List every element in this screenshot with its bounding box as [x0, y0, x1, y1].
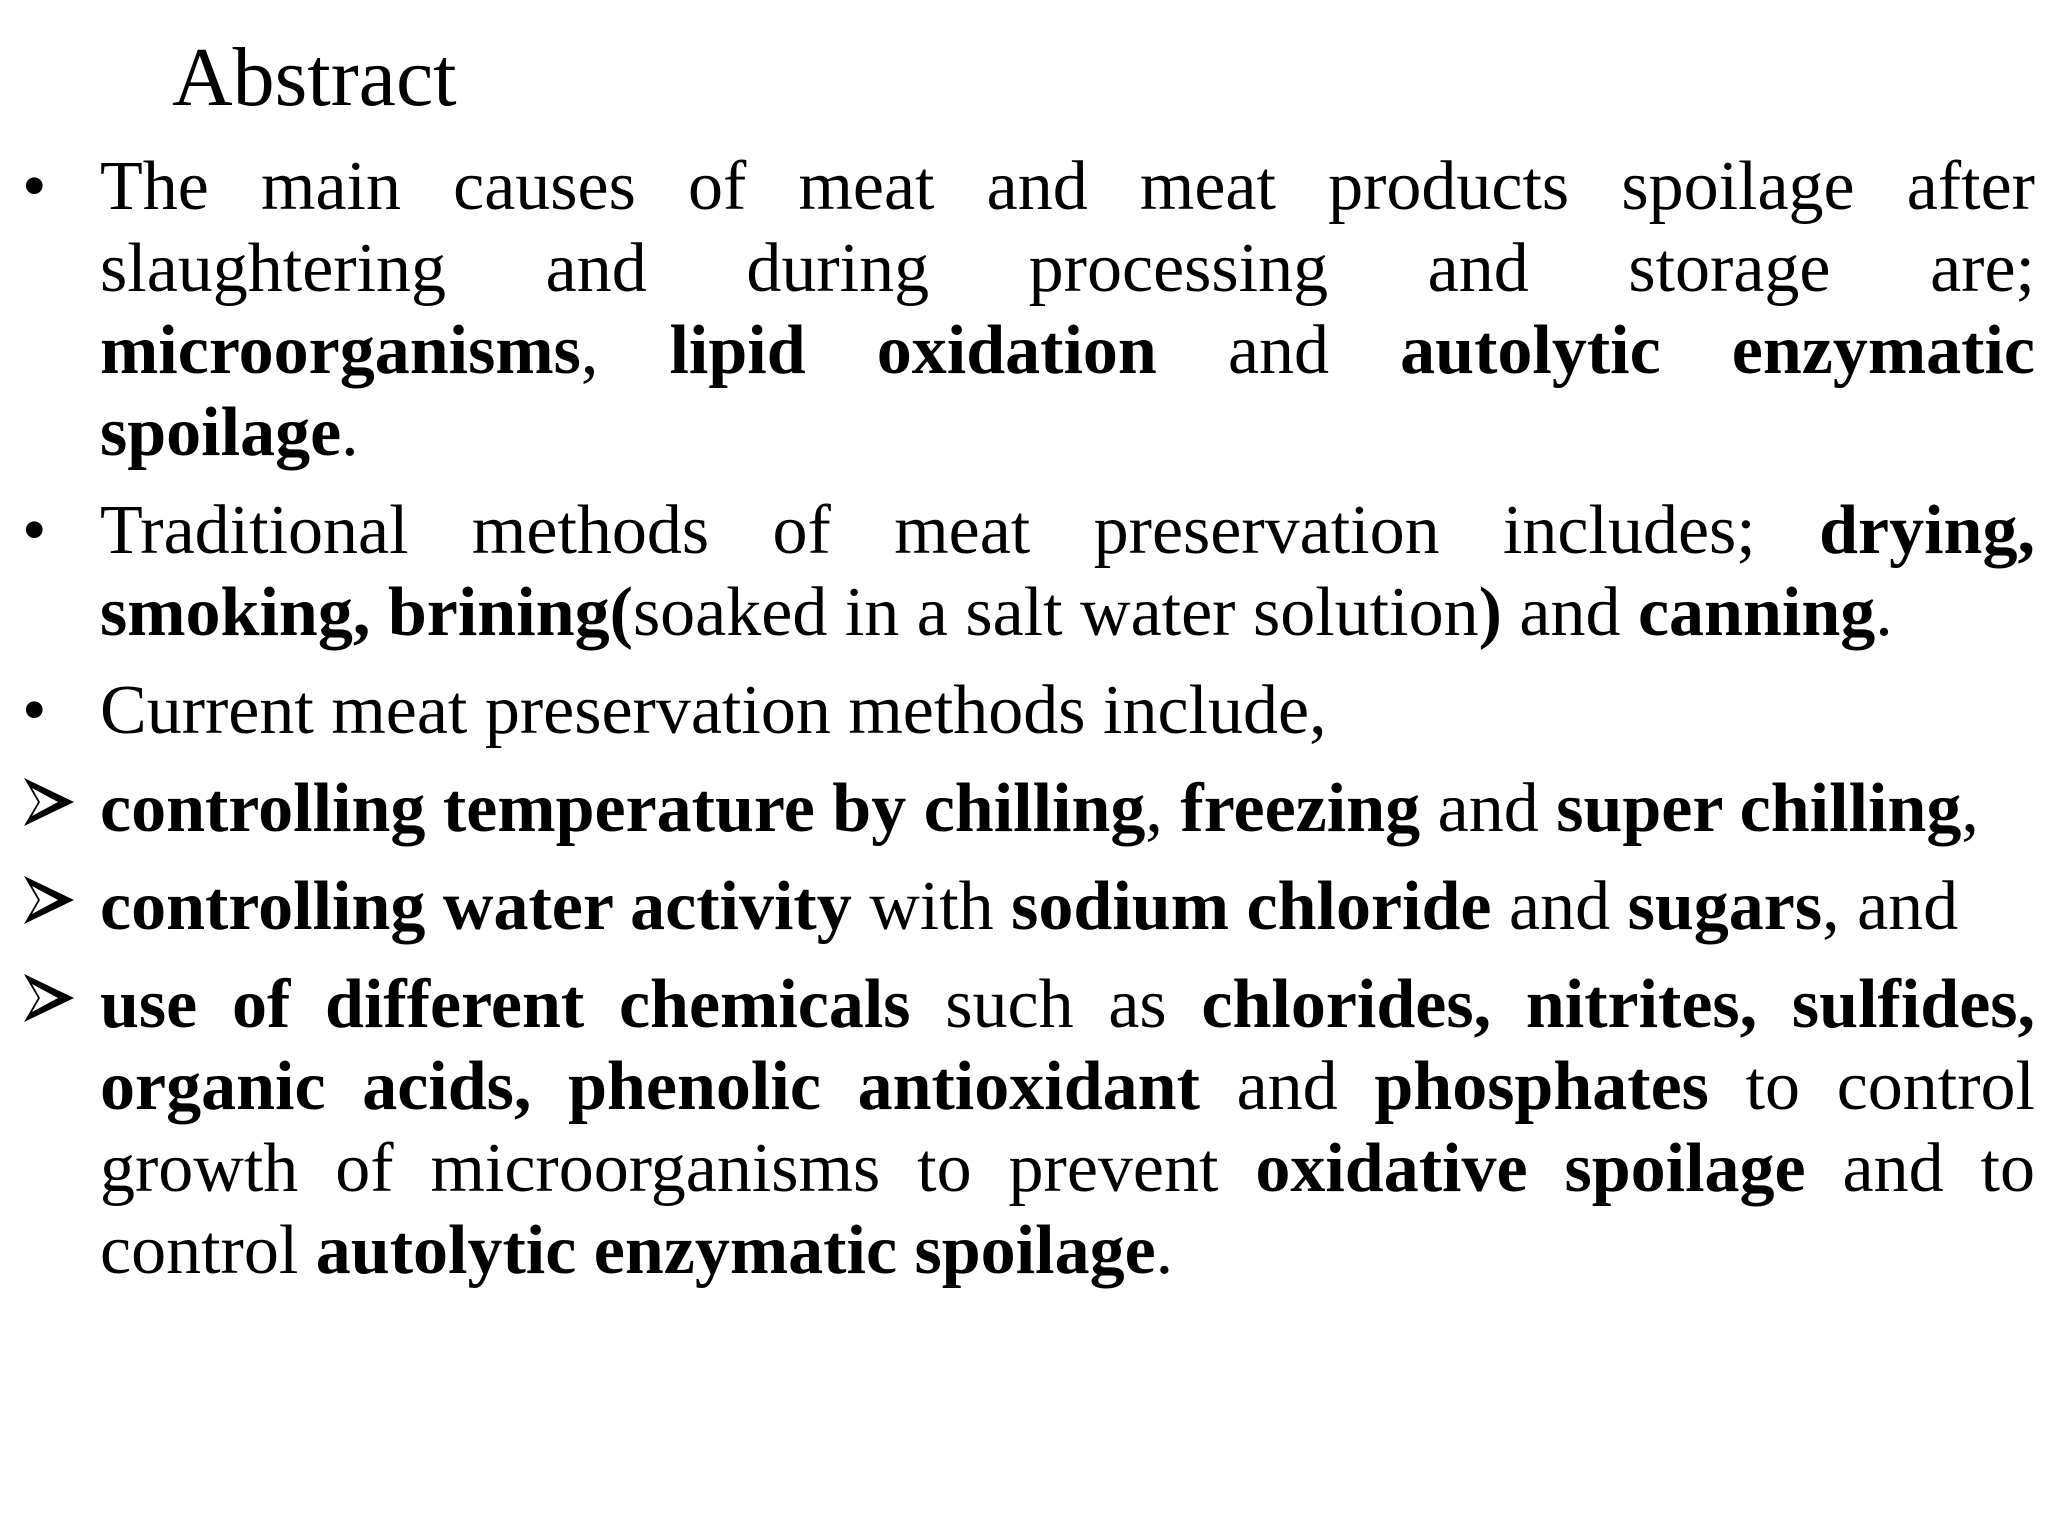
arrowhead-bullet-icon — [22, 870, 82, 930]
body-text: to control growth of microorganisms to prevent — [100, 1048, 2036, 1207]
body-text: , — [580, 312, 670, 389]
emphasized-text: autolytic enzymatic spoilage — [100, 312, 2036, 471]
emphasized-text: autolytic enzymatic spoilage — [315, 1212, 1156, 1289]
body-text: . — [1155, 1212, 1174, 1289]
body-text: with — [851, 868, 1012, 945]
bullet-icon: • — [22, 492, 47, 569]
bullet-icon: • — [22, 672, 47, 749]
emphasized-text: controlling temperature by chilling — [100, 770, 1146, 847]
sub-list-item — [0, 866, 2035, 948]
arrowhead-bullet-icon — [22, 968, 82, 1028]
body-text: The main causes of meat and meat products spoilage after slaughtering and during processing and storage are; — [100, 148, 2035, 307]
body-text: . — [341, 394, 359, 471]
emphasized-text: microorganisms — [100, 312, 581, 389]
emphasized-text: lipid oxidation — [669, 312, 1157, 389]
body-text: and to control — [100, 1130, 2035, 1289]
body-text: and — [1156, 312, 1401, 389]
emphasized-text: sugars — [1627, 868, 1823, 945]
emphasized-text: freezing — [1180, 770, 1421, 847]
bullet-list — [0, 146, 2048, 1308]
emphasized-text: super chilling — [1556, 770, 1962, 847]
slide-title: Abstract — [172, 31, 457, 124]
body-text: , — [1145, 770, 1181, 847]
emphasized-text: sodium chloride — [1011, 868, 1492, 945]
arrowhead-bullet-icon — [22, 772, 82, 832]
list-item — [0, 490, 2035, 654]
emphasized-text: canning — [1637, 574, 1876, 651]
body-text: and — [1199, 1048, 1375, 1125]
sub-list-item — [0, 964, 2035, 1292]
emphasized-text: ) — [1478, 574, 1502, 651]
emphasized-text: oxidative spoilage — [1255, 1130, 1806, 1207]
body-text: . — [1875, 574, 1893, 651]
body-text: and — [1501, 574, 1638, 651]
body-text: and — [1420, 770, 1557, 847]
sub-list-item — [0, 768, 2035, 850]
emphasized-text: controlling water activity — [100, 868, 852, 945]
body-text: Current meat preservation methods include, — [100, 672, 1327, 749]
emphasized-text: chlorides, nitrites, sulfides, organic acids, phenolic antioxidant — [100, 966, 2036, 1125]
body-text: soaked in a salt water solution — [632, 574, 1479, 651]
list-item — [0, 670, 2035, 752]
emphasized-text: drying, smoking, brining( — [100, 492, 2035, 651]
list-item — [0, 146, 2035, 474]
body-text: , — [1961, 770, 1979, 847]
body-text: such as — [910, 966, 1202, 1043]
body-text: and — [1491, 868, 1628, 945]
body-text: , and — [1822, 868, 1959, 945]
bullet-icon: • — [22, 148, 47, 225]
body-text: Traditional methods of meat preservation includes; — [100, 492, 1820, 569]
emphasized-text: phosphates — [1374, 1048, 1709, 1125]
emphasized-text: use of different chemicals — [100, 966, 911, 1043]
